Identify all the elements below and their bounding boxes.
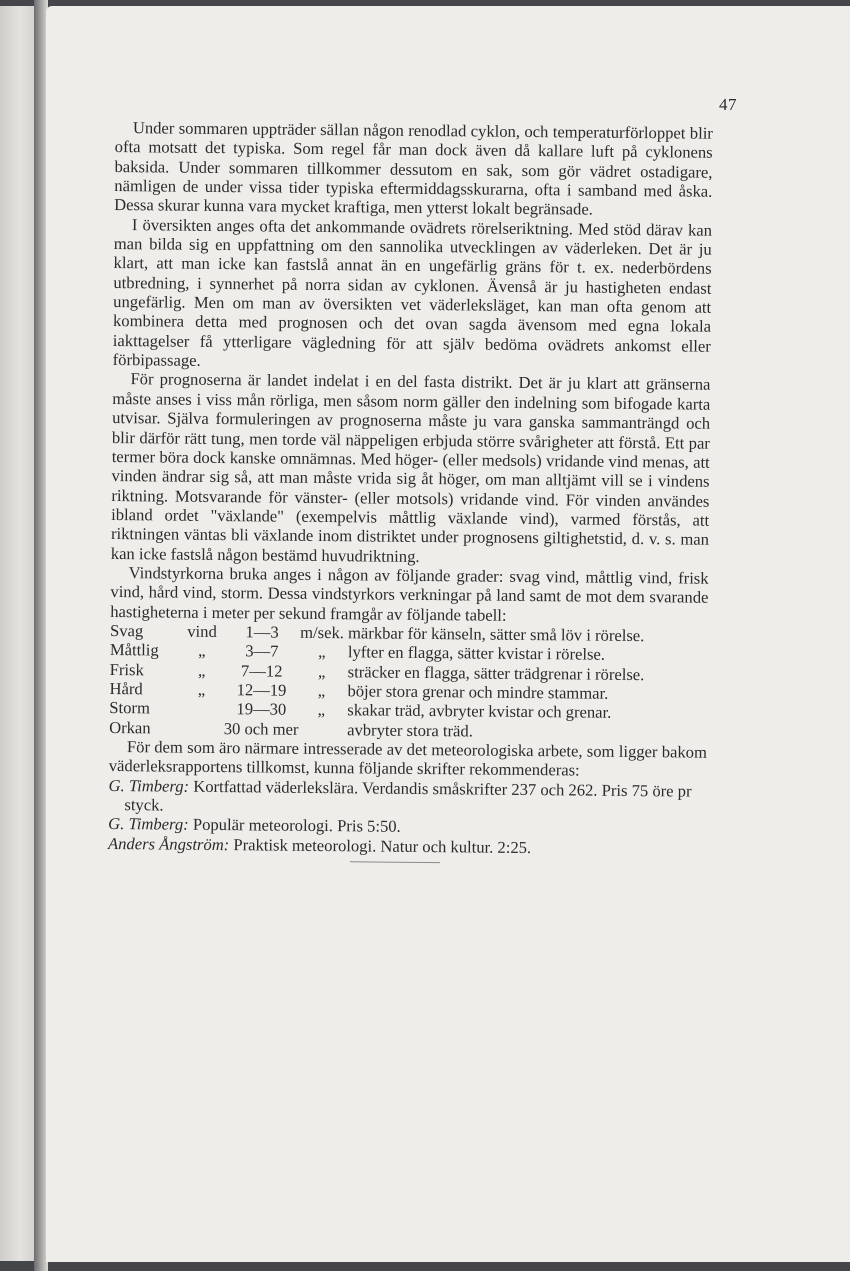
paragraph-recommended-reading: För dem som äro närmare intresserade av det meteorologiska arbete, som ligger bakom väderleksrapportens tillkomst, kunna följande skrifter rekommenderas: (108, 737, 708, 780)
wind-speed: 19—30 (236, 699, 287, 719)
paragraph-summer-cyclones: Under sommaren uppträder sällan någon renodlad cyklon, och temperaturförloppet blir ofta motsatt det typiska. Som regel får man dock även då kallare luft på cyklonens baksida. Under sommaren tillkommer dessutom en sak, som gör vädret ostadigare, nämligen de under vissa tider typiska eftermiddagsskurarna, ofta i samband med åska. Dessa skurar kunna vara mycket kraftiga, men ytterst lokalt begränsade. (114, 118, 713, 219)
speed-unit: „ (317, 700, 326, 720)
wind-name: Måttlig (109, 640, 159, 660)
wind-effect: märkbar för känseln, sätter små löv i rörelse. (347, 623, 645, 646)
wind-unit: vind (187, 621, 217, 641)
wind-unit: „ (197, 660, 206, 680)
wind-effect: avbryter stora träd. (347, 719, 474, 741)
reference-text: Kortfattad väderlekslära. Verdandis småskrifter 237 och 262. Pris 75 öre pr styck. (124, 776, 692, 815)
speed-unit: m/sek. (300, 622, 345, 643)
wind-speed: 7—12 (240, 660, 283, 681)
wind-effect: böjer stora grenar och mindre stammar. (347, 681, 609, 703)
reference-text: Populär meteorologi. Pris 5:50. (192, 815, 401, 837)
page-number: 47 (719, 95, 737, 114)
wind-unit (175, 699, 227, 719)
wind-effect: skakar träd, avbryter kvistar och grenar. (347, 700, 612, 723)
wind-strength-table (109, 621, 708, 743)
reference-text: Praktisk meteorologi. Natur och kultur. 2:25. (233, 834, 532, 857)
speed-unit: „ (318, 642, 326, 662)
page-text-block (108, 118, 713, 866)
wind-effect: lyfter en flagga, sätter kvistar i rörelse. (347, 642, 606, 665)
wind-unit: „ (198, 641, 206, 661)
previous-page-edge (0, 6, 34, 1261)
paragraph-forecast-districts: För prognoserna är landet indelat i en del fasta distrikt. Det är ju klart att gränserna måste anses i viss mån rörliga, men såsom norm gäller den indelning som bifogade karta utvisar. Själva formuleringen av prognoserna måste ju vara ganska sammanträngd och blir därför rätt tung, men torde väl näppeligen erbjuda större svårigheter att förstå. Ett par termer böra dock kanske omnämnas. Med höger- (eller medsols) vridande vind menas, att vinden ändrar sig så, att man måste vrida sig åt höger, om man alltjämt vill se i vindens riktning. Motsvarande för vänster- (eller motsols) vridande vind. För vinden användes ibland ordet "växlande" (exempelvis måttlig växlande vind), varmed förstås, att riktningen väntas bli växlande inom distriktet under prognosens giltighetstid, d. v. s. man kan icke fastslå någon bestämd huvudriktning. (110, 369, 711, 566)
reference-list (108, 776, 707, 859)
reference-author: G. Timberg: (108, 814, 189, 835)
wind-name: Svag (109, 620, 144, 641)
wind-speed: 3—7 (245, 641, 279, 661)
wind-unit: „ (197, 679, 206, 699)
wind-speed: 12—19 (236, 680, 287, 700)
paragraph-overview-direction: I översikten anges ofta det ankommande ovädrets rörelseriktning. Med stöd därav kan man bilda sig en uppfattning om den sannolika utvecklingen av väderleken. Det är ju klart, att man icke kan fastslå annat än en ungefärlig gräns för t. ex. nederbördens utbredning, i synnerhet på norra sidan av cyklonen. Ävenså är ju hastigheten endast ungefärlig. Men om man av översikten vet väderleksläget, kan man ofta genom att kombinera detta med prognosen och det ovan sagda ävensom med egna lokala iakttagelser få ytterligare vägledning för att själv bedöma ovädrets ankomst eller förbipassage. (112, 214, 713, 370)
speed-unit: „ (317, 661, 326, 681)
wind-speed: 30 och mer (223, 718, 299, 739)
wind-name: Hård (109, 678, 143, 699)
speed-unit: „ (317, 680, 326, 701)
wind-name: Frisk (109, 659, 144, 679)
reference-item (108, 776, 706, 820)
reference-author: G. Timberg: (108, 775, 190, 796)
wind-effect: sträcker en flagga, sätter trädgrenar i rörelse. (347, 661, 645, 684)
wind-name: Storm (109, 698, 151, 718)
wind-speed: 1—3 (245, 622, 279, 642)
paragraph-wind-strengths: Vindstyrkorna bruka anges i någon av följande grader: svag vind, måttlig vind, frisk vind, hård vind, storm. Dessa vindstyrkors verkningar på land samt de mot dem svarande hastigheterna i meter per sekund framgår av följande tabell: (110, 563, 709, 625)
wind-name: Orkan (109, 717, 151, 738)
reference-author: Anders Ångström: (107, 833, 230, 854)
